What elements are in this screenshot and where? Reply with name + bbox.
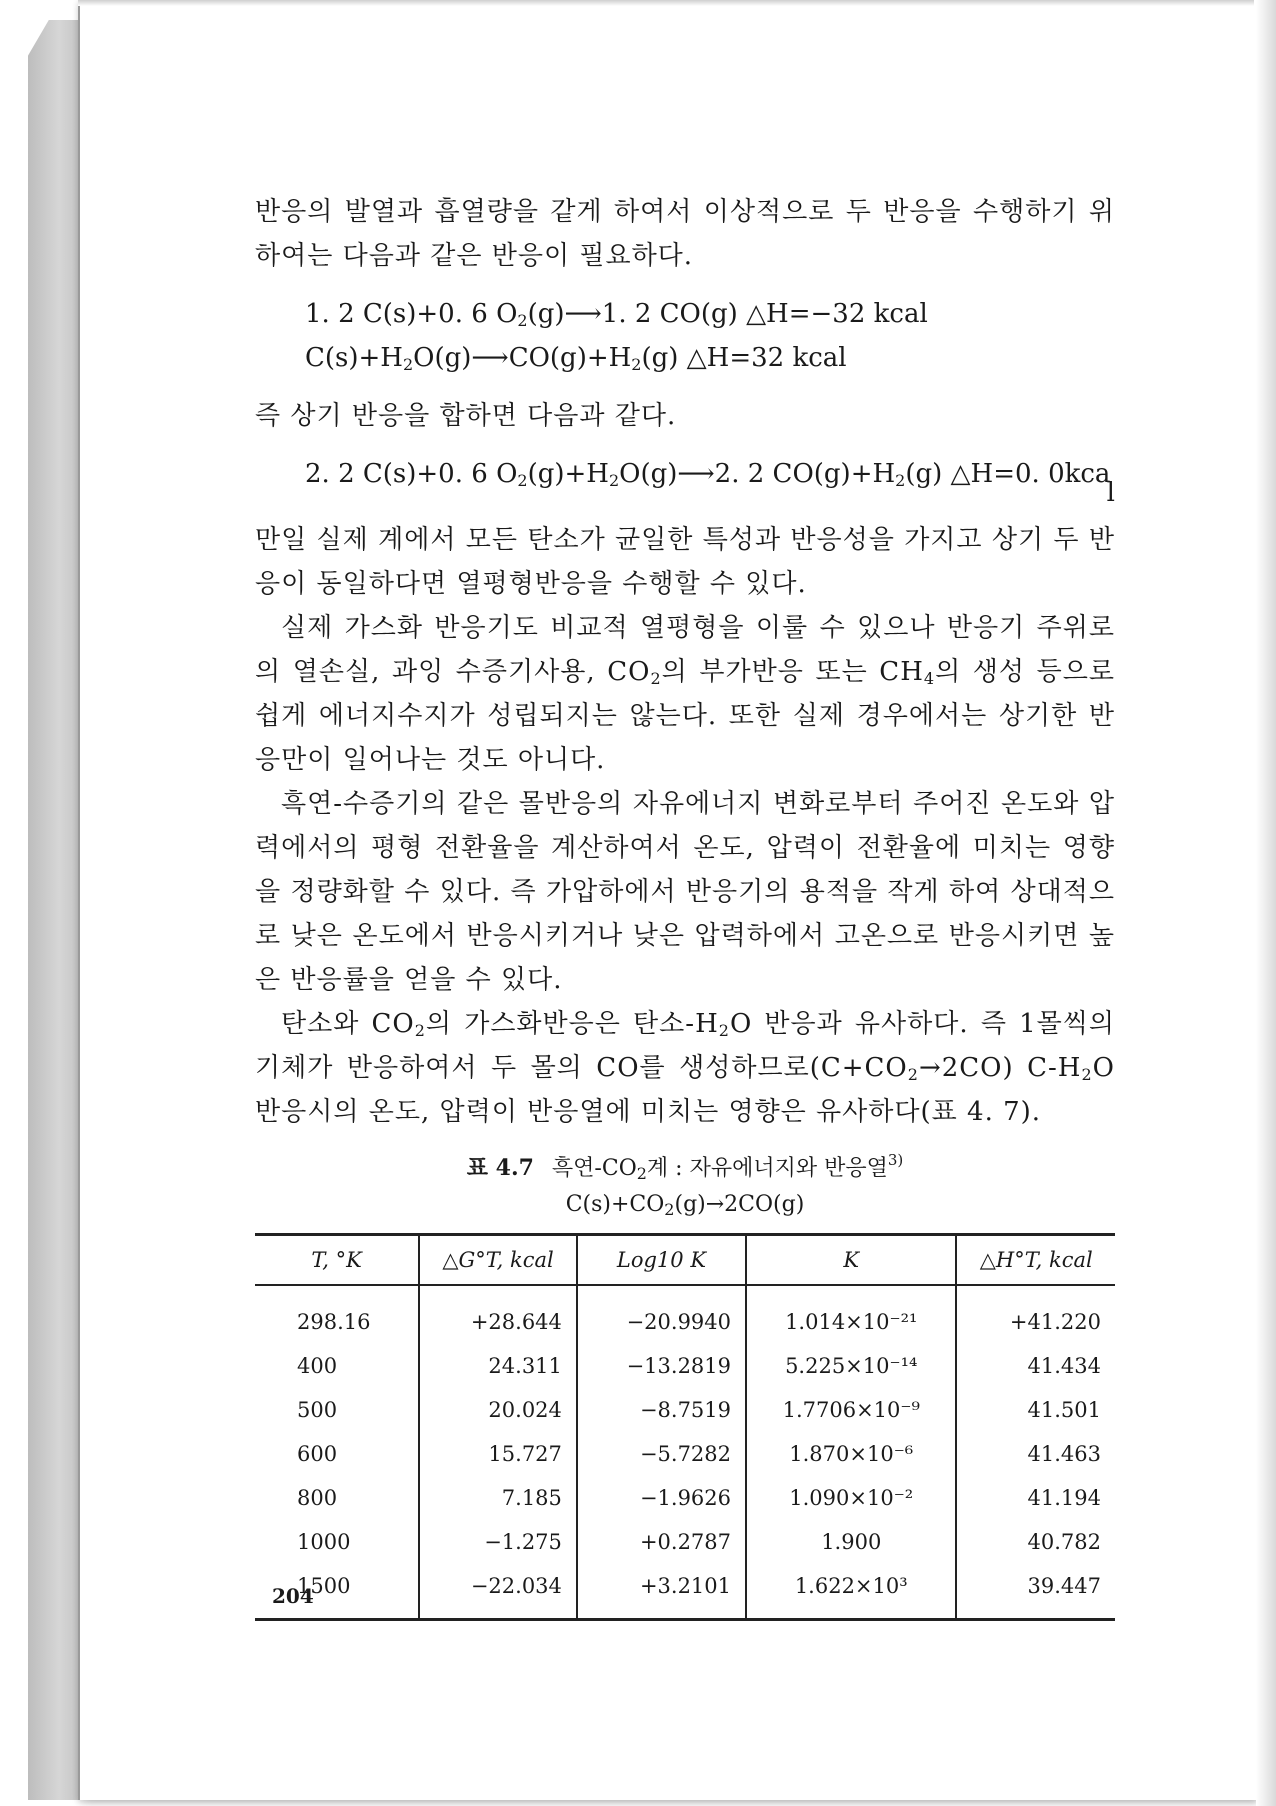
table-cell: 24.311 [419,1344,577,1388]
paragraph-6: 탄소와 $CO_2$의 가스화반응은 탄소$-H_2O$ 반응과 유사하다. 즉 1몰씩의 기체가 반응하여서 두 몰의 CO를 생성하므로$(C+CO_2\to 2CO)$ $C-H_2O$ 반응시의 온도, 압력이 반응열에 미치는 영향은 유사하다(표 4. 7). [255,1009,1115,1127]
table-cell: +0.2787 [577,1520,746,1564]
paragraph-1: 반응의 발열과 흡열량을 같게 하여서 이상적으로 두 반응을 수행하기 위하여는 다음과 같은 반응이 필요하다. [255,197,1115,271]
paragraph-4: 실제 가스화 반응기도 비교적 열평형을 이룰 수 있으나 반응기 주위로의 열손실, 과잉 수증기사용, $CO_2$의 부가반응 또는 $CH_4$의 생성 등으로 쉽게 에너지수지가 성립되지는 않는다. 또한 실제 경우에서는 상기한 반응만이 일어나는 것도 아니다. [255,613,1115,775]
table-cell: 298.16 [297,1310,371,1334]
table-cell: 41.194 [956,1476,1115,1520]
page-top-shadow [78,0,1254,6]
table-cell: −22.034 [419,1564,577,1620]
col-header-logk: Log10 K [577,1235,746,1286]
data-table [255,1233,1115,1621]
table-cell: 1.7706×10⁻⁹ [746,1388,956,1432]
table-label: 표 4.7 [466,1155,534,1181]
table-cell: 40.782 [956,1520,1115,1564]
table-row [255,1432,1115,1476]
table-cell: +41.220 [956,1285,1115,1344]
table-row [255,1388,1115,1432]
table-caption: 표 4.7 흑연$-CO_2$계 : 자유에너지와 반응열$^{3)}$ [466,1151,904,1183]
table-cell: 400 [297,1354,338,1378]
col-header-temperature: T, °K [255,1235,419,1286]
table-cell: 41.463 [956,1432,1115,1476]
table-cell: 15.727 [419,1432,577,1476]
table-cell: +28.644 [419,1285,577,1344]
table-reaction: $C(s)+CO_2(g)\to 2CO(g)$ [565,1192,805,1219]
table-header-row [255,1235,1115,1286]
table-cell: −1.275 [419,1520,577,1564]
table-cell: 1000 [297,1530,351,1554]
col-header-enthalpy: △H°T, kcal [956,1235,1115,1286]
table-cell: 1.014×10⁻²¹ [746,1285,956,1344]
table-row [255,1344,1115,1388]
table-cell: 7.185 [419,1476,577,1520]
table-cell: 41.501 [956,1388,1115,1432]
table-cell: −8.7519 [577,1388,746,1432]
page-right-shadow [1256,0,1276,1806]
table-cell: 20.024 [419,1388,577,1432]
page-content [255,190,1115,1621]
table-cell: 1.900 [746,1520,956,1564]
table-cell: −5.7282 [577,1432,746,1476]
table-cell: 1500 [297,1574,351,1598]
table-row [255,1520,1115,1564]
col-header-gibbs: △G°T, kcal [419,1235,577,1286]
equation-3-wrap: l [1106,478,1115,508]
equation-group-1 [255,292,1115,380]
table-row [255,1564,1115,1620]
table-cell: 41.434 [956,1344,1115,1388]
paragraph-3: 만일 실제 계에서 모든 탄소가 균일한 특성과 반응성을 가지고 상기 두 반응이 동일하다면 열평형반응을 수행할 수 있다. [255,525,1115,599]
table-cell: −20.9940 [577,1285,746,1344]
equation-1: 1. 2 C(s)+0. 6 $O_2(g)⟶1$. 2 CO(g) △H=−32 kcal [305,299,928,330]
equation-3: 2. 2 C(s)+0. 6 $O_2(g)+H_2O(g)⟶2$. 2 $CO(g)+H_2(g)$ △H=0. 0kca [305,459,1111,490]
equation-group-2 [255,452,1115,508]
table-cell: 1.622×10³ [746,1564,956,1620]
col-header-k: K [746,1235,956,1286]
table-cell: 1.090×10⁻² [746,1476,956,1520]
paragraph-2: 즉 상기 반응을 합하면 다음과 같다. [255,401,677,431]
table-row [255,1285,1115,1344]
table-cell: +3.2101 [577,1564,746,1620]
table-cell: 5.225×10⁻¹⁴ [746,1344,956,1388]
table-cell: 600 [297,1442,338,1466]
book-spine [28,20,80,1800]
paragraph-5: 흑연-수증기의 같은 몰반응의 자유에너지 변화로부터 주어진 온도와 압력에서의 평형 전환율을 계산하여서 온도, 압력이 전환율에 미치는 영향을 정량화할 수 있다. 즉 가압하에서 반응기의 용적을 작게 하여 상대적으로 낮은 온도에서 반응시키거나 낮은 압력하에서 고온으로 반응시키면 높은 반응률을 얻을 수 있다. [255,789,1115,995]
table-cell: 39.447 [956,1564,1115,1620]
page-number: 204 [272,1584,314,1608]
table-cell: 800 [297,1486,338,1510]
table-cell: −1.9626 [577,1476,746,1520]
equation-2: $C(s)+H_2O(g)⟶CO(g)+H_2(g)$ △H=32 kcal [305,343,847,374]
table-cell: −13.2819 [577,1344,746,1388]
table-cell: 500 [297,1398,338,1422]
table-cell: 1.870×10⁻⁶ [746,1432,956,1476]
table-body [255,1285,1115,1620]
table-row [255,1476,1115,1520]
